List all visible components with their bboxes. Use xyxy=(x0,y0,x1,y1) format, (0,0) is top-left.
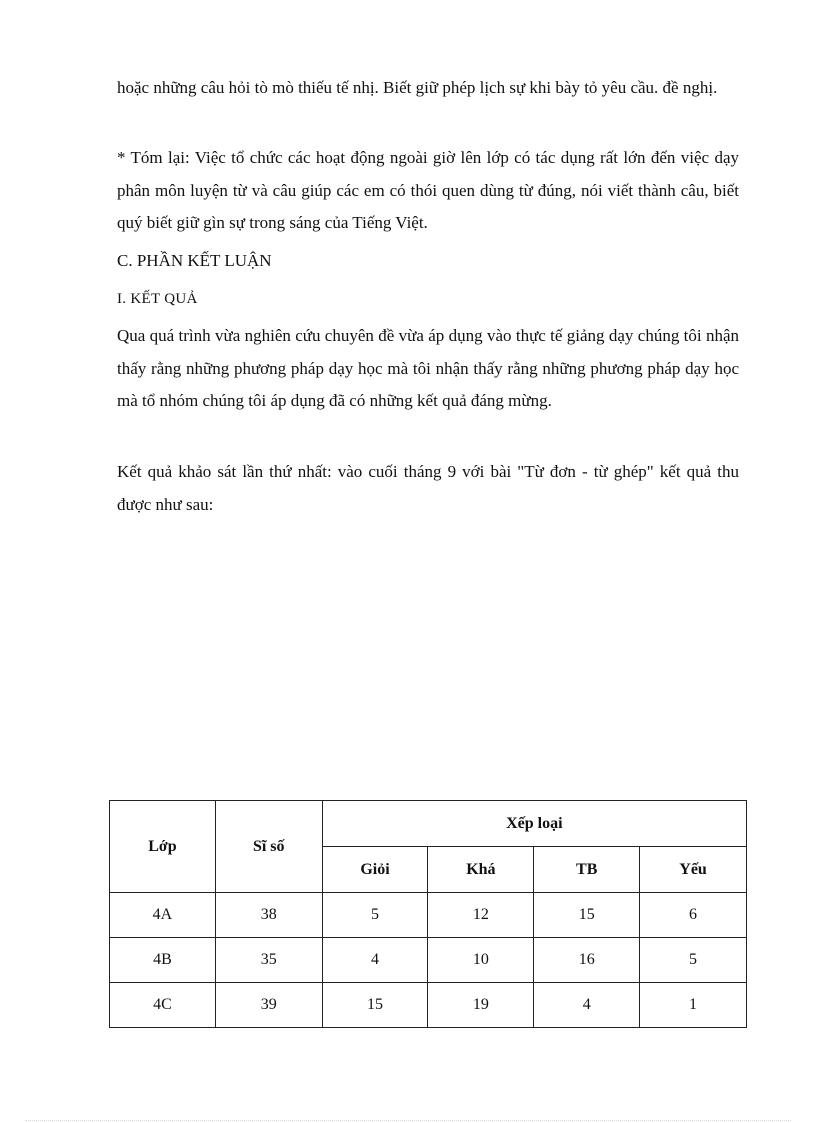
table-row xyxy=(110,938,747,983)
paragraph-survey-intro: Kết quả khảo sát lần thứ nhất: vào cuối tháng 9 với bài "Từ đơn - từ ghép" kết quả thu được như sau: xyxy=(117,462,739,514)
table-row xyxy=(110,893,747,938)
cell-kha: 19 xyxy=(428,983,534,1028)
cell-si-so: 38 xyxy=(215,893,322,938)
paragraph-summary: * Tóm lại: Việc tổ chức các hoạt động ngoài giờ lên lớp có tác dụng rất lớn đến việc dạy phân môn luyện từ và câu giúp các em có thói quen dùng từ đúng, nói viết thành câu, biết quý biết giữ gìn sự trong sáng của Tiếng Việt. xyxy=(117,148,739,232)
table-header-row xyxy=(110,801,747,847)
header-si-so: Sĩ số xyxy=(215,801,322,893)
cell-tb: 4 xyxy=(534,983,640,1028)
header-xep-loai: Xếp loại xyxy=(322,801,746,847)
header-yeu: Yếu xyxy=(640,847,747,893)
paragraph-continuation: hoặc những câu hỏi tò mò thiếu tế nhị. Biết giữ phép lịch sự khi bày tỏ yêu cầu. đề nghị. xyxy=(117,78,718,97)
cell-yeu: 1 xyxy=(640,983,747,1028)
cell-si-so: 39 xyxy=(215,983,322,1028)
cell-lop: 4A xyxy=(110,893,216,938)
header-lop: Lớp xyxy=(110,801,216,893)
cell-kha: 10 xyxy=(428,938,534,983)
cell-si-so: 35 xyxy=(215,938,322,983)
cell-tb: 16 xyxy=(534,938,640,983)
results-table xyxy=(109,800,747,1028)
header-tb: TB xyxy=(534,847,640,893)
cell-gioi: 15 xyxy=(322,983,428,1028)
cell-tb: 15 xyxy=(534,893,640,938)
table-row xyxy=(110,983,747,1028)
cell-gioi: 4 xyxy=(322,938,428,983)
cell-lop: 4C xyxy=(110,983,216,1028)
paragraph-results-intro: Qua quá trình vừa nghiên cứu chuyên đề vừa áp dụng vào thực tế giảng dạy chúng tôi nhận thấy rằng những phương pháp dạy học mà tôi nhận thấy rằng những phương pháp dạy học mà tổ nhóm chúng tôi áp dụng đã có những kết quả đáng mừng. xyxy=(117,326,739,410)
cell-yeu: 6 xyxy=(640,893,747,938)
page-bottom-divider xyxy=(25,1120,791,1121)
header-kha: Khá xyxy=(428,847,534,893)
cell-kha: 12 xyxy=(428,893,534,938)
subsection-heading-results: I. KẾT QUẢ xyxy=(117,291,198,307)
cell-yeu: 5 xyxy=(640,938,747,983)
cell-lop: 4B xyxy=(110,938,216,983)
cell-gioi: 5 xyxy=(322,893,428,938)
section-heading-conclusion: C. PHẦN KẾT LUẬN xyxy=(117,251,272,270)
header-gioi: Giỏi xyxy=(322,847,428,893)
